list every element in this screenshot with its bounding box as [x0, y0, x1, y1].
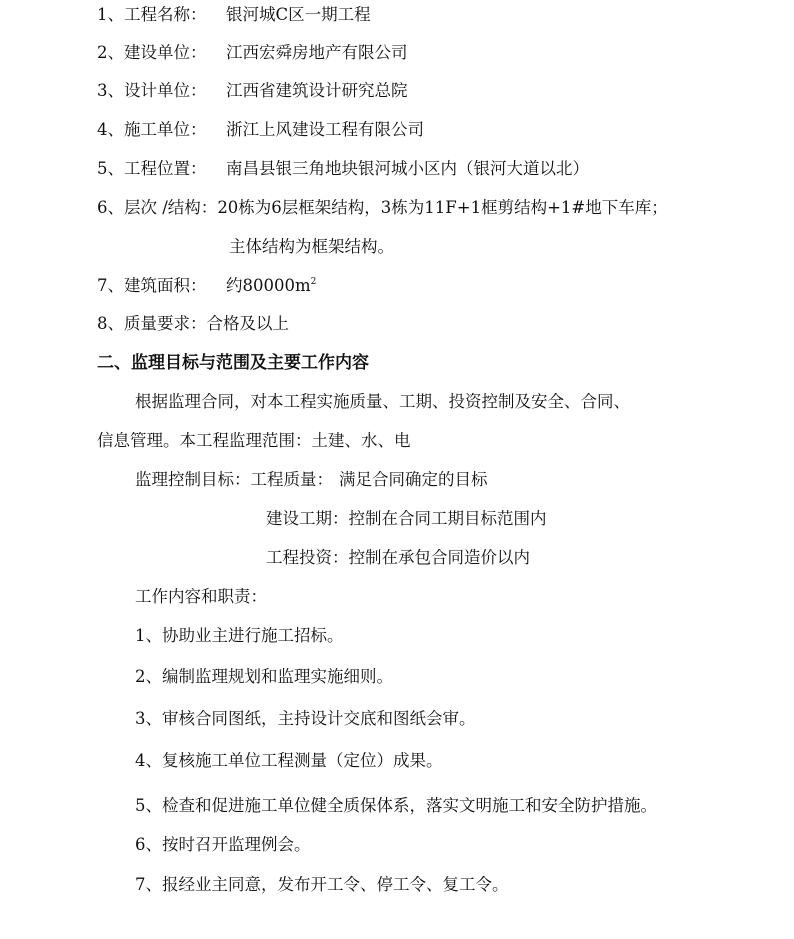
info-value: 江西省建筑设计研究总院 — [226, 81, 408, 100]
info-item-2 — [97, 42, 408, 64]
info-num: 2、 — [97, 43, 124, 62]
info-value: 20栋为6层框架结构，3栋为11F+1框剪结构+1#地下车库； — [217, 198, 668, 217]
target-label: 工程投资： — [266, 548, 349, 567]
info-label: 设计单位： — [124, 81, 207, 100]
info-item-5 — [97, 158, 589, 180]
target-label: 工程质量： — [250, 470, 333, 489]
duty-item: 7、报经业主同意，发布开工令、停工令、复工令。 — [135, 875, 509, 894]
info-value: 浙江上风建设工程有限公司 — [226, 120, 424, 139]
info-item-1 — [97, 4, 371, 26]
info-value: 银河城C区一期工程 — [226, 5, 371, 24]
info-num: 5、 — [97, 159, 124, 178]
duty-item: 6、按时召开监理例会。 — [135, 835, 311, 854]
target-value: 满足合同确定的目标 — [339, 470, 488, 489]
info-label: 层次 /结构： — [124, 198, 218, 217]
info-num: 6、 — [97, 198, 124, 217]
info-item-6 — [97, 197, 668, 219]
info-item-7 — [97, 275, 316, 297]
duty-item: 5、检查和促进施工单位健全质保体系，落实文明施工和安全防护措施。 — [135, 796, 657, 815]
control-target-quality — [135, 469, 488, 491]
info-num: 4、 — [97, 120, 124, 139]
info-label: 施工单位： — [124, 120, 207, 139]
control-target-investment — [266, 547, 530, 569]
info-item-6-cont — [229, 236, 394, 258]
info-item-3 — [97, 80, 408, 102]
duty-item: 4、复核施工单位工程测量（定位）成果。 — [135, 751, 443, 770]
info-num: 7、 — [97, 276, 124, 295]
info-item-8 — [97, 313, 289, 335]
info-num: 1、 — [97, 5, 124, 24]
duty-item: 2、编制监理规划和监理实施细则。 — [135, 667, 393, 686]
paragraph-line: 信息管理。本工程监理范围：土建、水、电 — [97, 431, 411, 450]
info-item-4 — [97, 119, 424, 141]
info-num: 8、 — [97, 314, 124, 333]
info-label: 工程位置： — [124, 159, 207, 178]
info-value: 约80000m — [226, 276, 311, 295]
duties-title: 工作内容和职责： — [135, 587, 267, 606]
control-label: 监理控制目标： — [135, 470, 251, 489]
superscript: 2 — [310, 277, 317, 287]
info-value: 南昌县银三角地块银河城小区内（银河大道以北） — [226, 159, 589, 178]
info-value: 合格及以上 — [206, 314, 289, 333]
target-label: 建设工期： — [266, 509, 349, 528]
info-label: 建设单位： — [124, 43, 207, 62]
info-label: 工程名称： — [124, 5, 207, 24]
info-label: 质量要求： — [124, 314, 207, 333]
duty-item: 3、审核合同图纸，主持设计交底和图纸会审。 — [135, 709, 476, 728]
target-value: 控制在合同工期目标范围内 — [348, 509, 547, 528]
info-label: 建筑面积： — [124, 276, 207, 295]
duty-item: 1、协助业主进行施工招标。 — [135, 626, 344, 645]
target-value: 控制在承包合同造价以内 — [348, 548, 530, 567]
paragraph-line: 根据监理合同，对本工程实施质量、工期、投资控制及安全、合同、 — [135, 392, 630, 411]
info-value: 江西宏舜房地产有限公司 — [226, 43, 408, 62]
control-target-schedule — [266, 508, 547, 530]
section-heading: 二、监理目标与范围及主要工作内容 — [97, 353, 369, 373]
info-value: 主体结构为框架结构。 — [229, 237, 394, 256]
info-num: 3、 — [97, 81, 124, 100]
